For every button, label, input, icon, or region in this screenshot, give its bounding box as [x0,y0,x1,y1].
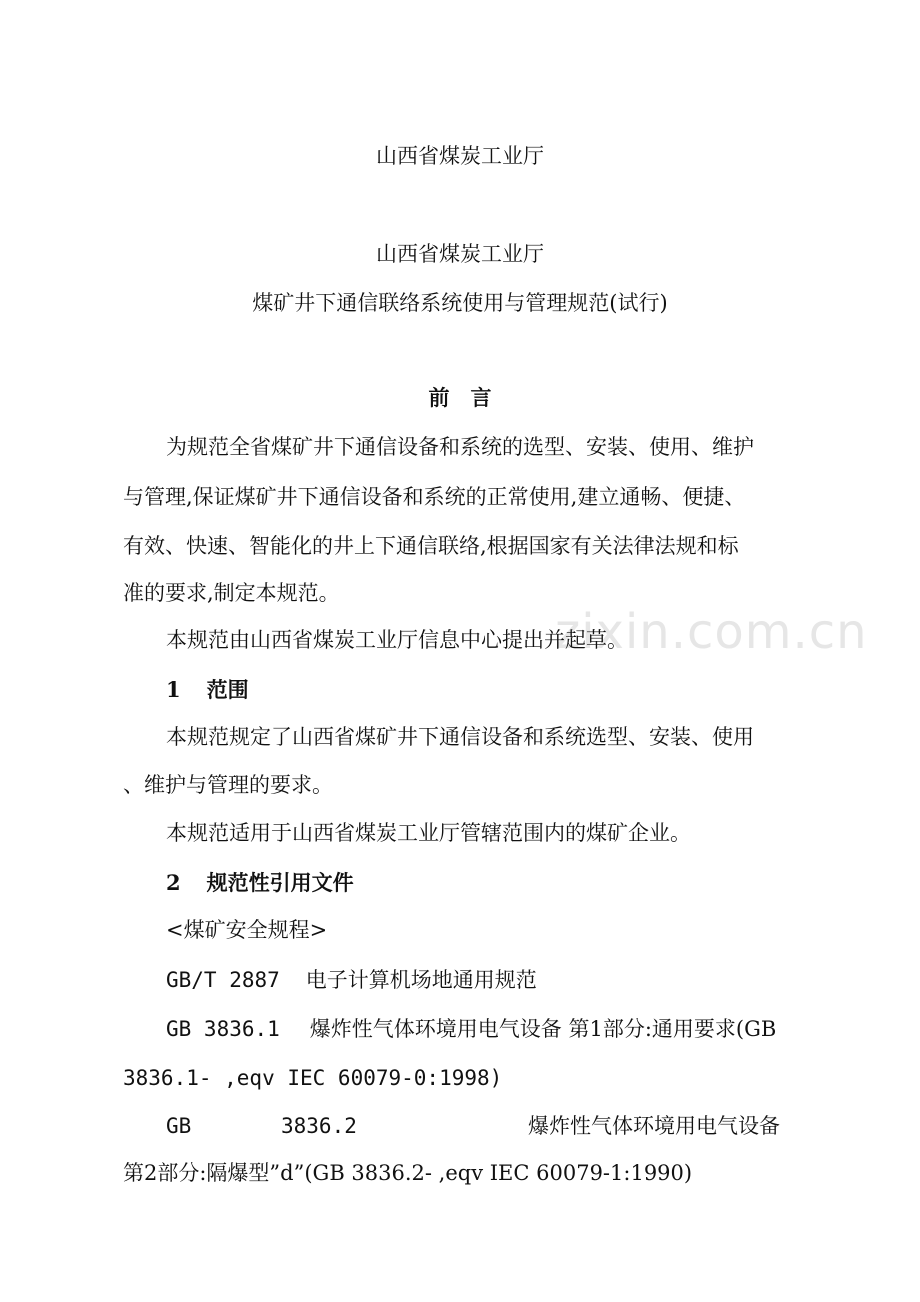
section2-number: 2 [166,870,181,895]
issuer-top: 山西省煤炭工业厅 [376,144,544,168]
ref-gb3836-2-cont: 第2部分:隔爆型”d”(GB 3836.2- ,eqv IEC 60079-1:1990) [123,1161,693,1185]
foreword-heading: 前 言 [428,385,492,410]
section2-title: 规范性引用文件 [206,870,354,895]
ref-gbt2887-title: 电子计算机场地通用规范 [305,968,537,992]
foreword-para1-line2: 与管理,保证煤矿井下通信设备和系统的正常使用,建立通畅、便捷、 [123,485,746,509]
ref-gbt2887 [166,966,537,994]
document-title: 煤矿井下通信联络系统使用与管理规范(试行) [252,291,668,315]
section1-title: 范围 [206,677,249,702]
foreword-para1-line1: 为规范全省煤矿井下通信设备和系统的选型、安装、使用、维护 [166,435,754,459]
issuer: 山西省煤炭工业厅 [376,242,544,266]
ref-gb3836-2-title: 爆炸性气体环境用电气设备 [528,1114,780,1138]
section1-para1-line1: 本规范规定了山西省煤矿井下通信设备和系统选型、安装、使用 [166,725,754,749]
ref-gbt2887-code: GB/T 2887 [166,968,280,992]
section1-heading [166,676,249,704]
ref-gb3836-1-cont: 3836.1- ,eqv IEC 60079-0:1998) [123,1066,503,1090]
section1-para1-line2: 、维护与管理的要求。 [123,773,333,797]
ref-gb3836-1-code: GB 3836.1 [166,1017,280,1041]
ref-gb3836-2-code-b: 3836.2 [281,1114,357,1138]
ref-gb3836-1 [166,1015,776,1043]
section1-para2: 本规范适用于山西省煤炭工业厅管辖范围内的煤矿企业。 [166,821,691,845]
ref-gb3836-2-code-a: GB [166,1114,192,1138]
ref-coal-safety: <煤矿安全规程> [166,918,328,942]
section1-number: 1 [166,677,181,702]
section2-heading [166,869,354,897]
foreword-para2: 本规范由山西省煤炭工业厅信息中心提出并起草。 [166,628,628,652]
watermark: zixin.com.cn [555,604,868,660]
foreword-para1-line3: 有效、快速、智能化的井上下通信联络,根据国家有关法律法规和标 [123,534,739,558]
ref-gb3836-1-title: 爆炸性气体环境用电气设备 第1部分:通用要求(GB [309,1017,777,1041]
foreword-para1-line4: 准的要求,制定本规范。 [123,581,340,605]
